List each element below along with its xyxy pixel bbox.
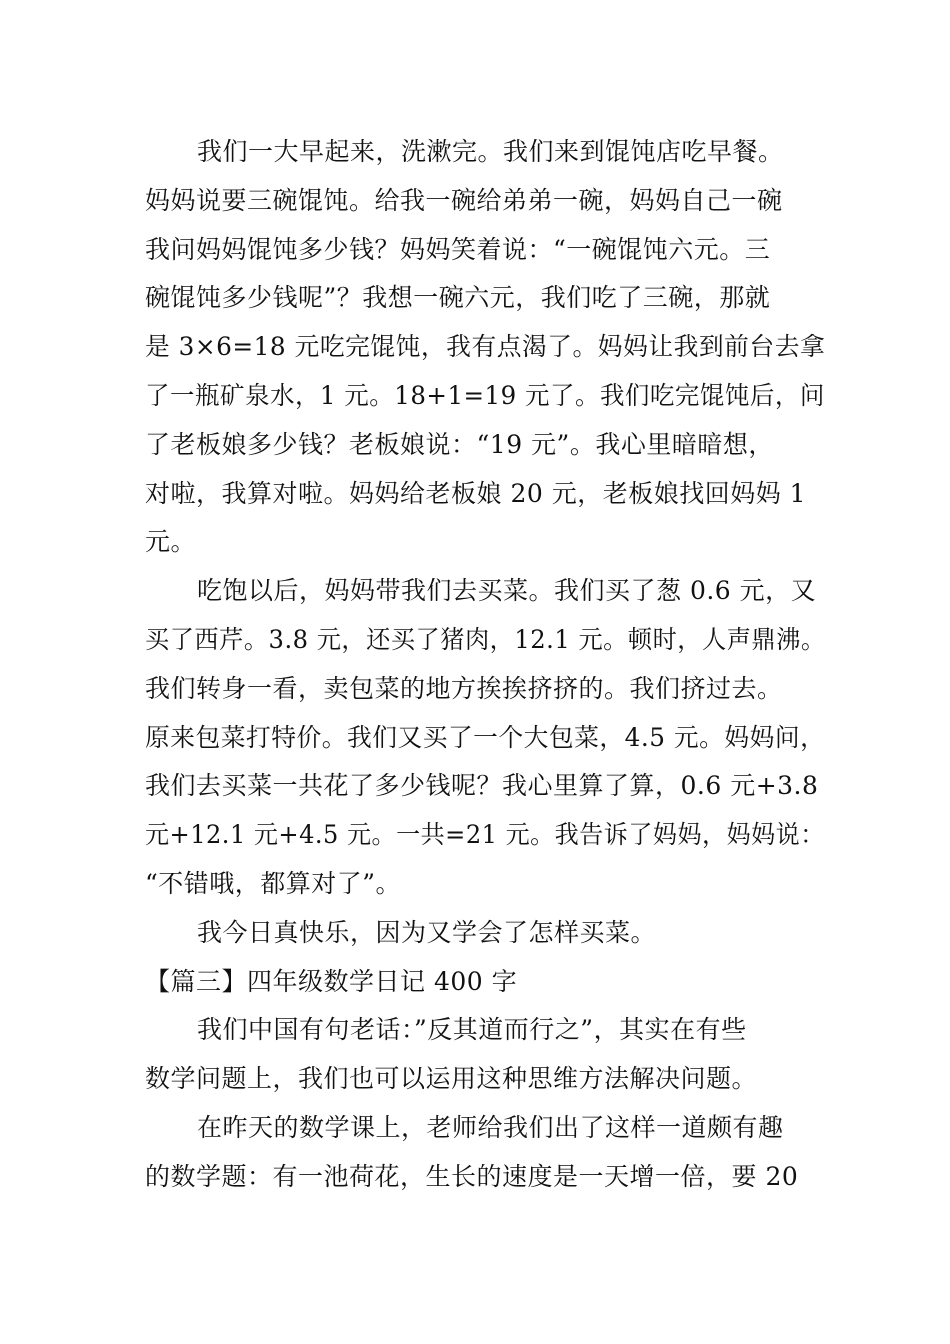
document-body [145,128,825,1202]
text-line: 了一瓶矿泉水，1 元。18+1=19 元了。我们吃完馄饨后，问 [145,380,825,410]
text-line: 碗馄饨多少钱呢”？我想一碗六元，我们吃了三碗，那就 [145,283,771,313]
text-line: 元。 [145,527,197,557]
text-line: 我们一大早起来，洗漱完。我们来到馄饨店吃早餐。 [197,137,784,166]
text-line: 吃饱以后，妈妈带我们去买菜。我们买了葱 0.6 元，又 [197,576,817,606]
text-line: 我们去买菜一共花了多少钱呢？我心里算了算，0.6 元+3.8 [145,771,819,801]
text-line: 了老板娘多少钱？老板娘说：“19 元”。我心里暗暗想， [145,429,774,459]
section-heading: 【篇三】四年级数学日记 400 字 [145,966,518,996]
text-line: 是 3×6=18 元吃完馄饨，我有点渴了。妈妈让我到前台去拿 [145,332,826,362]
text-line: 对啦，我算对啦。妈妈给老板娘 20 元，老板娘找回妈妈 1 [145,478,807,508]
text-line: 买了西芹。3.8 元，还买了猪肉，12.1 元。顿时，人声鼎沸。 [145,624,826,654]
text-line: 元+12.1 元+4.5 元。一共=21 元。我告诉了妈妈，妈妈说： [145,820,825,850]
text-line: 的数学题：有一池荷花，生长的速度是一天增一倍，要 20 [145,1161,799,1191]
text-line: 我们转身一看，卖包菜的地方挨挨挤挤的。我们挤过去。 [145,673,783,703]
text-line: 原来包菜打特价。我们又买了一个大包菜，4.5 元。妈妈问， [145,722,826,752]
text-line: “不错哦，都算对了”。 [145,868,402,898]
text-line: 在昨天的数学课上，老师给我们出了这样一道颇有趣 [197,1112,784,1142]
text-line: 我问妈妈馄饨多少钱？妈妈笑着说：“一碗馄饨六元。三 [145,234,771,264]
text-line: 我今日真快乐，因为又学会了怎样买菜。 [197,917,657,947]
text-line: 数学问题上，我们也可以运用这种思维方法解决问题。 [145,1064,758,1094]
text-line: 我们中国有句老话：”反其道而行之”，其实在有些 [197,1015,747,1045]
text-line: 妈妈说要三碗馄饨。给我一碗给弟弟一碗，妈妈自己一碗 [145,185,783,215]
